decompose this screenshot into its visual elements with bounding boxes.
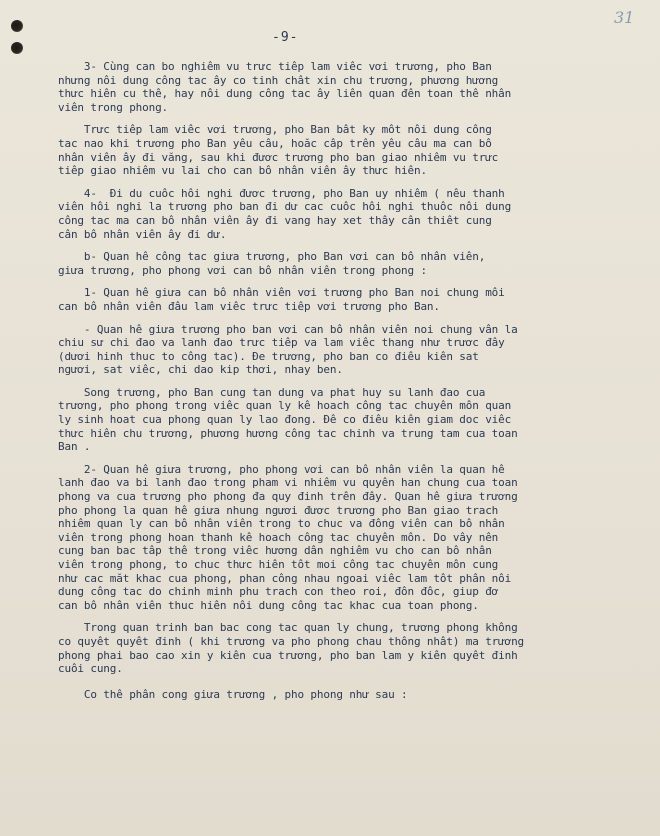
text-line: nhưng nôi dung công tac ây co tinh chât xin chu trương, phương hương — [58, 73, 499, 87]
text-line: cân bô nhân viên ây đi dư. — [58, 227, 227, 241]
paragraph — [58, 123, 630, 177]
text-line: viên hôi nghi la trương pho ban đi dư cac cuôc hôi nghi thuôc nôi dung — [58, 200, 512, 214]
text-line: Trưc tiêp lam viêc vơi trương, pho Ban bât ky môt nôi dung công — [58, 123, 492, 137]
closing-line — [58, 688, 630, 702]
text-line: Trong quan trinh ban bac cong tac quan ly chung, trương phong không — [58, 621, 518, 635]
text-line: 2- Quan hê giưa trương, pho phong vơi can bô nhân viên la quan hê — [58, 462, 505, 476]
text-line: viên trong phong, to chuc thưc hiên tôt moi công tac chuyên môn cung — [58, 558, 499, 571]
text-line: Co thê phân cong giưa trương , pho phong như sau : — [58, 687, 408, 701]
text-line: viên trong phong hoan thanh kê hoach công tac chuyên môn. Do vây nên — [58, 530, 499, 544]
text-line: - Quan hê giưa trương pho ban vơi can bô nhân viên noi chung vân la — [58, 322, 518, 336]
text-line: cuôi cung. — [58, 662, 123, 676]
text-line: lanh đao va bi lanh đao trong pham vi nhiêm vu quyên han chung cua toan — [58, 476, 518, 490]
text-line: co quyêt quyêt đinh ( khi trương va pho phong chau thông nhât) ma trương — [58, 634, 525, 648]
text-line: can bô nhân viên đâu lam viêc trưc tiêp vơi trương pho Ban. — [58, 299, 440, 313]
text-line: 4- Đi du cuôc hôi nghi đươc trương, pho Ban uy nhiêm ( nêu thanh — [58, 186, 505, 200]
text-line: như cac măt khac cua phong, phan công nhau ngoai viêc lam tôt phân nôi — [58, 571, 512, 585]
text-line: phong va cua trương pho phong đa quy đinh trên đây. Quan hê giưa trương — [58, 490, 518, 504]
text-line: 3- Cùng can bo nghiêm vu trưc tiêp lam viêc vơi trương, pho Ban — [58, 60, 492, 73]
paragraph — [58, 60, 630, 114]
paragraph — [58, 286, 630, 313]
text-line: cung ban bac tâp thê trong viêc hương dân nghiêm vu cho can bô nhân — [58, 544, 492, 558]
text-line: 1- Quan hê giưa can bô nhân viên vơi trương pho Ban noi chung môi — [58, 286, 505, 300]
text-line: (dươi hinh thuc to công tac). Đe trương, pho ban co điêu kiên sat — [58, 349, 479, 363]
text-line: viên trong phong. — [58, 100, 169, 114]
text-line: pho phong la quan hê giưa nhung ngươi đươc trương pho Ban giao trach — [58, 503, 499, 517]
text-line: thưc hiên cu thê, hay nôi dung công tac ây liên quan đên toan thê nhân — [58, 87, 512, 101]
text-line: thưc hiên chu trương, phương hương công tac chinh va trung tam cua toan — [58, 426, 518, 440]
handwritten-page-number: 31 — [614, 8, 635, 27]
text-line: trương, pho phong trong viêc quan ly kê hoach công tac chuyên môn quan — [58, 399, 512, 413]
text-line: nhân viên ây đi văng, sau khi đươc trương pho ban giao nhiêm vu trưc — [58, 150, 499, 164]
text-line: Ban . — [58, 440, 91, 454]
text-line: dung công tac do chinh minh phu trach con theo roi, đôn đôc, giup đơ — [58, 585, 499, 599]
text-line: b- Quan hê công tac giưa trương, pho Ban vơi can bô nhân viên, — [58, 250, 486, 264]
text-line: chiu sư chi đao va lanh đao trưc tiêp va lam viêc thang như trươc đây — [58, 336, 505, 350]
text-line: phong phai bao cao xin y kiên cua trương, pho ban lam y kiên quyêt đinh — [58, 648, 518, 662]
paragraph — [58, 463, 630, 613]
text-line: nhiêm quan ly can bô nhân viên trong to chuc va đông viên can bô nhân — [58, 517, 505, 531]
paragraph — [58, 621, 630, 675]
paragraph — [58, 250, 630, 277]
punch-hole-top — [11, 20, 23, 32]
document-body — [58, 60, 630, 710]
page-number: -9- — [272, 30, 299, 45]
text-line: can bô nhân viên thuc hiên nôi dung công tac khac cua toan phong. — [58, 598, 479, 612]
text-line: ly sinh hoat cua phong quan ly lao đong. Đê co điêu kiên giam doc viêc — [58, 413, 512, 427]
paragraph — [58, 323, 630, 377]
text-line: tiêp giao nhiêm vu lai cho can bô nhân viên ây thưc hiên. — [58, 164, 427, 178]
punch-hole-bottom — [11, 42, 23, 54]
text-line: tac nao khi trương pho Ban yêu câu, hoăc câp trên yêu câu ma can bô — [58, 136, 492, 150]
text-line: giưa trương, pho phong vơi can bô nhân viên trong phong : — [58, 263, 427, 277]
text-line: ngươi, sat viêc, chi dao kip thơi, nhay ben. — [58, 363, 343, 377]
paragraph — [58, 187, 630, 241]
text-line: công tac ma can bô nhân viên ây đi vang hay xet thây cân thiêt cung — [58, 213, 492, 227]
paragraph — [58, 386, 630, 454]
text-line: Song trương, pho Ban cung tan dung va phat huy su lanh đao cua — [58, 385, 486, 399]
